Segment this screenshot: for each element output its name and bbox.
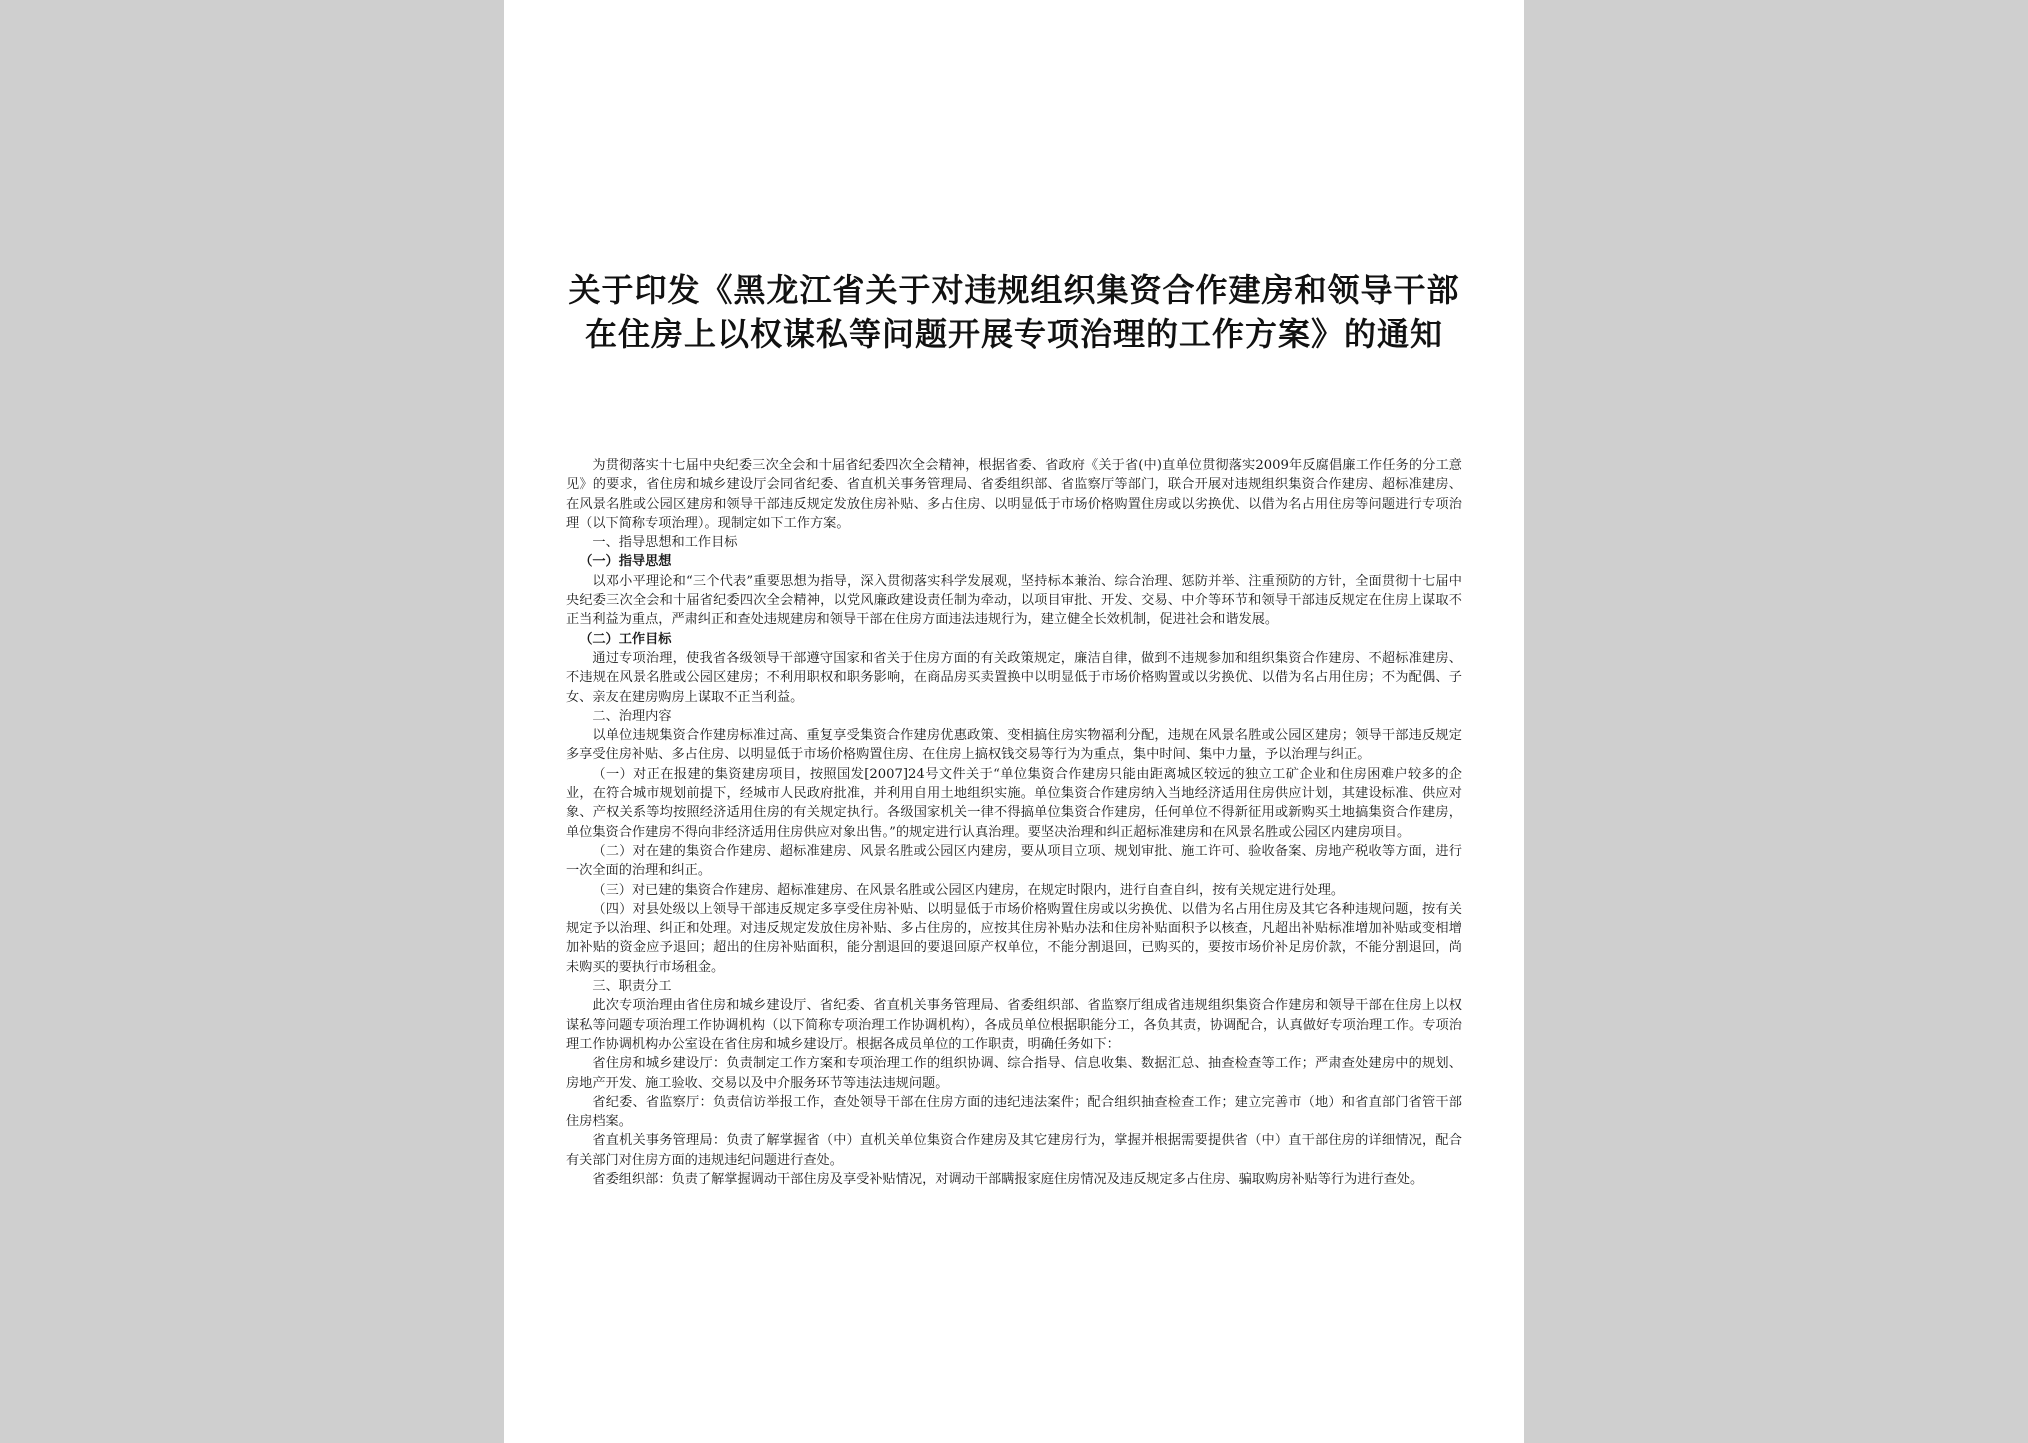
- housing-department-duties: 省住房和城乡建设厅：负责制定工作方案和专项治理工作的组织协调、综合指导、信息收集、数据汇总、抽查检查等工作；严肃查处建房中的规划、房地产开发、施工验收、交易以及中介服务环节等违法违规问题。: [566, 1056, 1462, 1091]
- organization-department-duties: 省委组织部：负责了解掌握调动干部住房及享受补贴情况，对调动干部瞒报家庭住房情况及违反规定多占住房、骗取购房补贴等行为进行查处。: [592, 1171, 1424, 1187]
- guiding-thought-paragraph: 以邓小平理论和“三个代表”重要思想为指导，深入贯彻落实科学发展观，坚持标本兼治、综合治理、惩防并举、注重预防的方针，全面贯彻十七届中央纪委三次全会和十届省纪委四次全会精神，以党风廉政建设责任制为牵动，以项目审批、开发、交易、中介等环节和领导干部违反规定在住房上谋取不正当利益为重点，严肃纠正和查处违规建房和领导干部在住房方面违法违规行为，建立健全长效机制，促进社会和谐发展。: [566, 573, 1462, 628]
- governance-item-4: （四）对县处级以上领导干部违反规定多享受住房补贴、以明显低于市场价格购置住房或以劣换优、以借为名占用住房及其它各种违规问题，按有关规定予以治理、纠正和处理。对违反规定发放住房补贴、多占住房的，应按其住房补贴办法和住房补贴面积予以核查，凡超出补贴标准增加补贴或变相增加补贴的资金应予退回；超出的住房补贴面积，能分割退回的要退回原产权单位，不能分割退回，已购买的，要按市场价补足房价款，不能分割退回，尚未购买的要执行市场租金。: [566, 901, 1462, 975]
- section-heading-responsibilities: 三、职责分工: [592, 979, 672, 995]
- subsection-heading-work-goals: （二）工作目标: [579, 631, 672, 647]
- governance-item-1: （一）对正在报建的集资建房项目，按照国发[2007]24号文件关于“单位集资合作建房只能由距离城区较远的独立工矿企业和住房困难户较多的企业，在符合城市规划前提下，经城市人民政府批准，并利用自用土地组织实施。单位集资合作建房纳入当地经济适用住房供应计划，其建设标准、供应对象、产权关系等均按照经济适用住房的有关规定执行。各级国家机关一律不得搞单位集资合作建房，任何单位不得新征用或新购买土地搞集资合作建房，单位集资合作建房不得向非经济适用住房供应对象出售。”的规定进行认真治理。要坚决治理和纠正超标准建房和在风景名胜或公园区内建房项目。: [566, 766, 1462, 840]
- work-goals-paragraph: 通过专项治理，使我省各级领导干部遵守国家和省关于住房方面的有关政策规定，廉洁自律，做到不违规参加和组织集资合作建房、不超标准建房、不违规在风景名胜或公园区建房；不利用职权和职务影响，在商品房买卖置换中以明显低于市场价格购置或以劣换优、以借为名占用住房；不为配偶、子女、亲友在建房购房上谋取不正当利益。: [566, 650, 1462, 705]
- governance-content-paragraph: 以单位违规集资合作建房标准过高、重复享受集资合作建房优惠政策、变相搞住房实物福利分配，违规在风景名胜或公园区建房；领导干部违反规定多享受住房补贴、多占住房、以明显低于市场价格购置住房、在住房上搞权钱交易等行为为重点，集中时间、集中力量，予以治理与纠正。: [566, 728, 1462, 763]
- discipline-commission-duties: 省纪委、省监察厅：负责信访举报工作，查处领导干部在住房方面的违纪违法案件；配合组织抽查检查工作；建立完善市（地）和省直部门省管干部住房档案。: [566, 1094, 1462, 1130]
- document-page: [504, 0, 1524, 1443]
- document-title: 关于印发《黑龙江省关于对违规组织集资合作建房和领导干部在住房上以权谋私等问题开展专项治理的工作方案》的通知: [568, 271, 1460, 353]
- document-body: [566, 456, 1462, 1189]
- affairs-bureau-duties: 省直机关事务管理局：负责了解掌握省（中）直机关单位集资合作建房及其它建房行为，掌握并根据需要提供省（中）直干部住房的详细情况，配合有关部门对住房方面的违规违纪问题进行查处。: [566, 1133, 1462, 1168]
- responsibilities-paragraph: 此次专项治理由省住房和城乡建设厅、省纪委、省直机关事务管理局、省委组织部、省监察厅组成省违规组织集资合作建房和领导干部在住房上以权谋私等问题专项治理工作协调机构（以下简称专项治理工作协调机构），各成员单位根据职能分工，各负其责，协调配合，认真做好专项治理工作。专项治理工作协调机构办公室设在省住房和城乡建设厅。根据各成员单位的工作职责，明确任务如下：: [566, 998, 1462, 1052]
- section-heading-guiding-principles: 一、指导思想和工作目标: [592, 535, 738, 551]
- governance-item-2: （二）对在建的集资合作建房、超标准建房、风景名胜或公园区内建房，要从项目立项、规划审批、施工许可、验收备案、房地产税收等方面，进行一次全面的治理和纠正。: [566, 843, 1462, 879]
- intro-paragraph: 为贯彻落实十七届中央纪委三次全会和十届省纪委四次全会精神，根据省委、省政府《关于省(中)直单位贯彻落实2009年反腐倡廉工作任务的分工意见》的要求，省住房和城乡建设厅会同省纪委、省直机关事务管理局、省委组织部、省监察厅等部门，联合开展对违规组织集资合作建房、超标准建房、在风景名胜或公园区建房和领导干部违反规定发放住房补贴、多占住房、以明显低于市场价格购置住房或以劣换优、以借为名占用住房等问题进行专项治理（以下简称专项治理）。现制定如下工作方案。: [566, 458, 1462, 531]
- section-heading-governance-content: 二、治理内容: [592, 708, 672, 724]
- governance-item-3: （三）对已建的集资合作建房、超标准建房、在风景名胜或公园区内建房，在规定时限内，进行自查自纠，按有关规定进行处理。: [592, 882, 1345, 898]
- subsection-heading-guiding-thought: （一）指导思想: [579, 554, 672, 570]
